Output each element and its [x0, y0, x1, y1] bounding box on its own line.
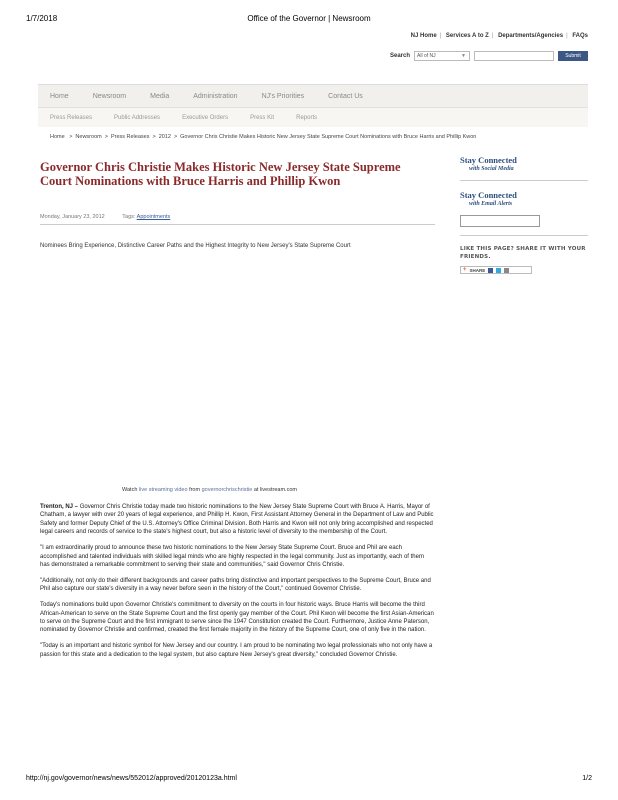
chevron-down-icon: ▼	[461, 52, 466, 59]
email-icon	[504, 268, 509, 273]
social-subtitle: with Social Media	[469, 166, 514, 172]
breadcrumb-press-releases[interactable]: Press Releases	[110, 134, 150, 140]
dateline: Trenton, NJ –	[40, 504, 79, 510]
print-title: Office of the Governor | Newsroom	[247, 14, 371, 23]
live-streaming-link[interactable]: live streaming video	[138, 487, 188, 493]
nav-priorities[interactable]: NJ's Priorities	[261, 92, 305, 100]
article-meta	[40, 214, 435, 225]
social-title: Stay Connected	[460, 155, 517, 165]
channel-link[interactable]: governorchrischristie	[201, 487, 253, 493]
breadcrumb-newsroom[interactable]: Newsroom	[75, 134, 102, 140]
article-paragraph: "I am extraordinarily proud to announce these two historic nominations to the New Jersey State Supreme Court. Bruce and Phil are each accomplished and talented individuals with skilled legal minds who are highly respected in the legal community. Just as importantly, each of them has demonstrated a remarkable commitment to serving their state and communities," said Governor Chris Christie.	[40, 545, 424, 568]
print-footer	[26, 775, 592, 785]
email-title: Stay Connected	[460, 190, 517, 200]
article-body	[40, 503, 435, 667]
article-paragraph	[40, 503, 435, 537]
twitter-icon	[496, 268, 501, 273]
breadcrumb-year[interactable]: 2012	[158, 134, 171, 140]
tag-appointments-link[interactable]: Appointments	[136, 214, 171, 220]
print-page-number: 1/2	[582, 775, 592, 782]
utility-links: NJ Home | Services A to Z | Departments/Agencies | FAQs	[410, 33, 588, 39]
search-input[interactable]	[474, 51, 554, 61]
email-alert-input[interactable]	[460, 215, 540, 227]
subnav-press-kit[interactable]: Press Kit	[250, 114, 275, 121]
util-link-nj-home[interactable]: NJ Home	[410, 33, 437, 39]
nav-home[interactable]: Home	[50, 92, 69, 100]
search-label: Search	[389, 52, 410, 59]
sub-nav	[38, 107, 588, 127]
search-scope-select[interactable]	[414, 51, 470, 61]
paragraph-text: Governor Chris Christie today made two historic nominations to the New Jersey State Supreme Court with Bruce A. Harris, Mayor of Chatham, a lawyer with over 20 years of legal experience, and Phillip H. Kwon, First Assistant Attorney General in the Department of Law and Public Safety and former Deputy Chief of the U.S. Attorney's Office Criminal Division. Both Harris and Kwon will not only bring accomplished and respected legal careers and records of service to the state's highest court, but also a historic level of diversity to the membership of the Court.	[40, 504, 434, 536]
util-link-faqs[interactable]: FAQs	[572, 33, 588, 39]
util-link-departments[interactable]: Departments/Agencies	[498, 33, 564, 39]
video-at-text: at livestream.com	[253, 487, 297, 493]
article-title: Governor Chris Christie Makes Historic New Jersey State Supreme Court Nominations with Bruce Harris and Phillip Kwon	[40, 160, 401, 188]
subnav-press-releases[interactable]: Press Releases	[50, 114, 93, 121]
article-date: Monday, January 23, 2012	[40, 214, 105, 220]
nav-contact[interactable]: Contact Us	[328, 92, 363, 100]
share-button[interactable]	[460, 266, 532, 274]
share-label: SHARE	[469, 267, 486, 273]
search-submit-button[interactable]: Submit	[558, 51, 588, 61]
share-title: LIKE THIS PAGE? SHARE IT WITH YOUR FRIENDS.	[460, 246, 586, 260]
share-block	[460, 245, 588, 274]
article-subtitle: Nominees Bring Experience, Distinctive Career Paths and the Highest Integrity to New Jersey's State Supreme Court	[40, 243, 351, 249]
facebook-icon	[488, 268, 493, 273]
util-link-services[interactable]: Services A to Z	[445, 33, 489, 39]
breadcrumb: Home > Newsroom > Press Releases > 2012 > Governor Chris Christie Makes Historic New Jersey State Supreme Court Nominations with Bruce Harris and Phillip Kwon	[38, 127, 588, 147]
print-url: http://nj.gov/governor/news/news/552012/approved/20120123a.html	[26, 775, 237, 782]
search-scope-value: All of NJ	[417, 52, 436, 59]
email-alerts-block	[460, 190, 588, 236]
breadcrumb-home[interactable]: Home	[50, 134, 65, 140]
share-plus-icon: +	[463, 267, 467, 273]
nav-media[interactable]: Media	[150, 92, 170, 100]
main-nav	[38, 85, 588, 107]
article-paragraph: Today's nominations build upon Governor Christie's commitment to diversity on the courts in four historic ways. Bruce Harris will become the third African-American to serve on the State Supreme Court and the first openly gay member of the Court. Phil Kwon will become the first Asian-American to serve on the Supreme Court and the first immigrant to serve since the 1947 Constitution created the Court. Furthermore, Justice Anne Paterson, nominated by Governor Christie and confirmed, created the first female majority in the history of the Supreme Court, one of only five in the nation.	[40, 602, 434, 634]
navigation	[38, 84, 588, 146]
article-paragraph: "Additionally, not only do their different backgrounds and career paths bring distinctive and important perspectives to the Supreme Court, Bruce and Phil also capture our state's diversity in a way never before seen in the history of the Court," continued Governor Christie.	[40, 577, 431, 593]
video-from-text: from	[189, 487, 201, 493]
subnav-public-addresses[interactable]: Public Addresses	[114, 114, 161, 121]
print-date: 1/7/2018	[26, 14, 58, 23]
video-watch-text: Watch	[122, 487, 138, 493]
breadcrumb-current: Governor Chris Christie Makes Historic New Jersey State Supreme Court Nominations with Bruce Harris and Phillip Kwon	[180, 134, 477, 140]
subnav-executive-orders[interactable]: Executive Orders	[182, 114, 229, 121]
social-media-block[interactable]	[460, 155, 588, 181]
sidebar	[460, 155, 588, 274]
search-bar	[390, 50, 588, 61]
nav-newsroom[interactable]: Newsroom	[92, 92, 127, 100]
tags-label: Tags:	[122, 214, 136, 220]
article-paragraph: "Today is an important and historic symbol for New Jersey and our country. I am proud to be nominating two legal professionals who not only have a passion for this state and a dedication to the legal system, but also capture New Jersey's great diversity," concluded Governor Christie.	[40, 643, 433, 658]
subnav-reports[interactable]: Reports	[296, 114, 318, 121]
nav-administration[interactable]: Administration	[193, 92, 238, 100]
video-caption	[122, 487, 297, 493]
email-subtitle: with Email Alerts	[469, 201, 513, 207]
print-header	[26, 14, 592, 26]
